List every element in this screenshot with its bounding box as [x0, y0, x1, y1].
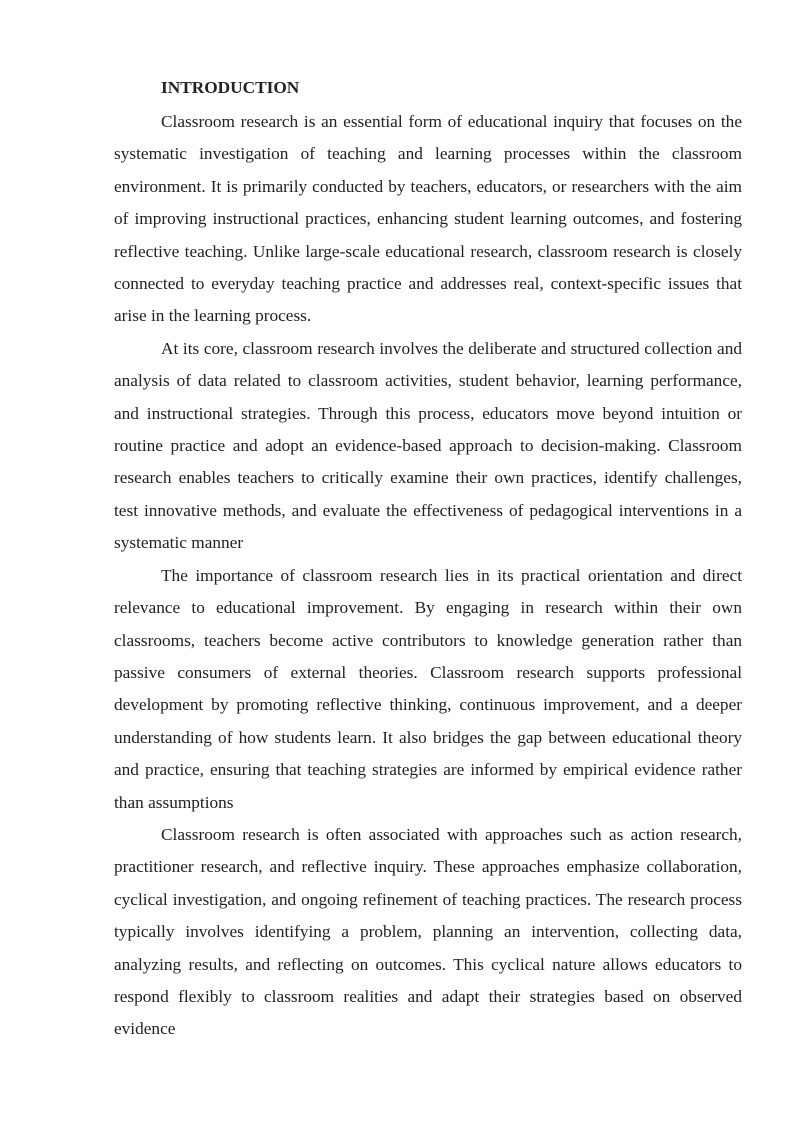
paragraph-4: Classroom research is often associated with approaches such as action research, practitioner research, and reflective inquiry. These approaches emphasize collaboration, cyclical investigation, and ongoing refinement of teaching practices. The research process typically involves identifying a problem, planning an intervention, collecting data, analyzing results, and reflecting on outcomes. This cyclical nature allows educators to respond flexibly to classroom realities and adapt their strategies based on observed evidence	[114, 824, 742, 1039]
paragraph-1: Classroom research is an essential form of educational inquiry that focuses on the systematic investigation of teaching and learning processes within the classroom environment. It is primarily conducted by teachers, educators, or researchers with the aim of improving instructional practices, enhancing student learning outcomes, and fostering reflective teaching. Unlike large-scale educational research, classroom research is closely connected to everyday teaching practice and addresses real, context-specific issues that arise in the learning process.	[114, 112, 742, 326]
document-body	[114, 70, 742, 1046]
paragraph-2: At its core, classroom research involves the deliberate and structured collection and analysis of data related to classroom activities, student behavior, learning performance, and instructional strategies. Through this process, educators move beyond intuition or routine practice and adopt an evidence-based approach to decision-making. Classroom research enables teachers to critically examine their own practices, identify challenges, test innovative methods, and evaluate the effectiveness of pedagogical interventions in a systematic manner	[114, 338, 742, 553]
paragraph-3: The importance of classroom research lies in its practical orientation and direct relevance to educational improvement. By engaging in research within their own classrooms, teachers become active contributors to knowledge generation rather than passive consumers of external theories. Classroom research supports professional development by promoting reflective thinking, continuous improvement, and a deeper understanding of how students learn. It also bridges the gap between educational theory and practice, ensuring that teaching strategies are informed by empirical evidence rather than assumptions	[114, 565, 742, 812]
section-heading: INTRODUCTION	[161, 78, 300, 97]
